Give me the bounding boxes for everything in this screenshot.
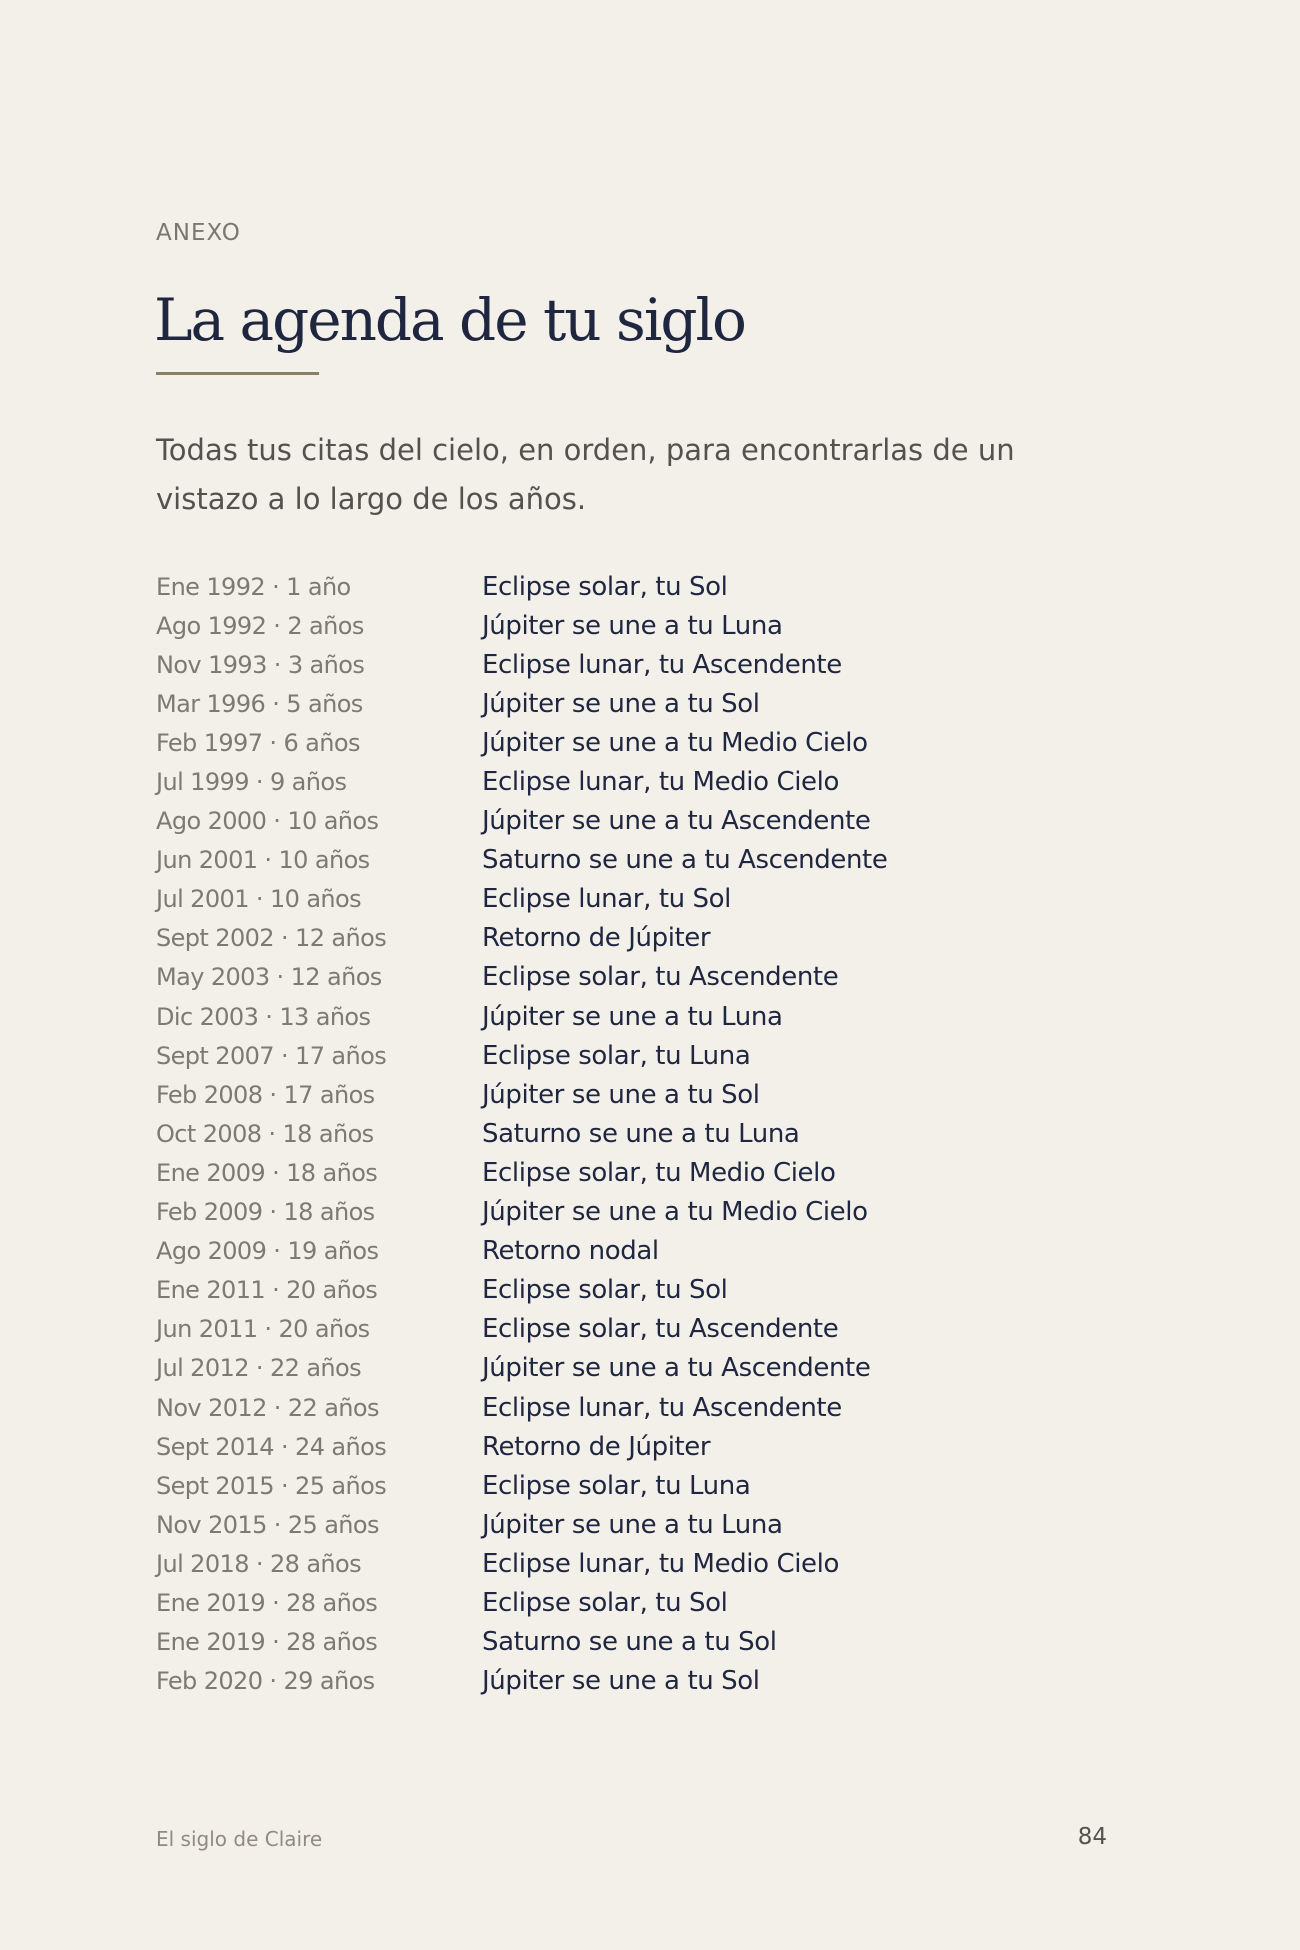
agenda-event: Eclipse solar, tu Sol xyxy=(482,571,728,602)
agenda-event: Saturno se une a tu Luna xyxy=(482,1118,800,1149)
agenda-event: Eclipse solar, tu Sol xyxy=(482,1587,728,1618)
agenda-event: Júpiter se une a tu Medio Cielo xyxy=(482,1197,868,1228)
agenda-event: Eclipse solar, tu Ascendente xyxy=(482,1314,839,1345)
agenda-date: Jun 2011 · 20 años xyxy=(156,1315,370,1344)
agenda-date: Feb 2008 · 17 años xyxy=(156,1080,375,1109)
agenda-date: Mar 1996 · 5 años xyxy=(156,689,363,718)
agenda-row xyxy=(156,1427,1056,1466)
agenda-event: Eclipse solar, tu Luna xyxy=(482,1470,751,1501)
agenda-list xyxy=(156,567,1056,1701)
agenda-date: Nov 2012 · 22 años xyxy=(156,1393,379,1422)
agenda-date: Jul 2018 · 28 años xyxy=(156,1549,362,1578)
agenda-event: Júpiter se une a tu Luna xyxy=(482,1509,783,1540)
agenda-row xyxy=(156,1623,1056,1662)
agenda-row xyxy=(156,1153,1056,1192)
agenda-row xyxy=(156,997,1056,1036)
agenda-date: Jul 1999 · 9 años xyxy=(156,768,347,797)
agenda-row xyxy=(156,567,1056,606)
agenda-event: Retorno de Júpiter xyxy=(482,1431,711,1462)
agenda-row xyxy=(156,1310,1056,1349)
agenda-row xyxy=(156,919,1056,958)
running-footer-title: El siglo de Claire xyxy=(156,1827,323,1851)
agenda-date: Ene 1992 · 1 año xyxy=(156,572,351,601)
agenda-event: Júpiter se une a tu Sol xyxy=(482,1079,760,1110)
agenda-row xyxy=(156,1075,1056,1114)
agenda-event: Eclipse solar, tu Ascendente xyxy=(482,962,839,993)
agenda-event: Júpiter se une a tu Luna xyxy=(482,1001,783,1032)
agenda-event: Eclipse lunar, tu Ascendente xyxy=(482,649,842,680)
agenda-event: Eclipse solar, tu Luna xyxy=(482,1040,751,1071)
agenda-row xyxy=(156,1544,1056,1583)
agenda-date: Nov 1993 · 3 años xyxy=(156,650,365,679)
agenda-row xyxy=(156,645,1056,684)
agenda-event: Retorno de Júpiter xyxy=(482,923,711,954)
agenda-event: Eclipse solar, tu Medio Cielo xyxy=(482,1157,836,1188)
agenda-event: Eclipse lunar, tu Medio Cielo xyxy=(482,1548,839,1579)
agenda-row xyxy=(156,841,1056,880)
agenda-row xyxy=(156,1036,1056,1075)
agenda-event: Saturno se une a tu Sol xyxy=(482,1627,777,1658)
agenda-row xyxy=(156,802,1056,841)
agenda-date: Ene 2019 · 28 años xyxy=(156,1628,378,1657)
agenda-row xyxy=(156,1271,1056,1310)
agenda-event: Eclipse lunar, tu Medio Cielo xyxy=(482,767,839,798)
agenda-row xyxy=(156,1466,1056,1505)
agenda-date: Ene 2009 · 18 años xyxy=(156,1158,378,1187)
page-title: La agenda de tu siglo xyxy=(154,286,745,354)
agenda-event: Saturno se une a tu Ascendente xyxy=(482,845,888,876)
agenda-event: Júpiter se une a tu Luna xyxy=(482,610,783,641)
agenda-date: Ago 2000 · 10 años xyxy=(156,807,379,836)
agenda-date: Ene 2019 · 28 años xyxy=(156,1588,378,1617)
agenda-row xyxy=(156,684,1056,723)
agenda-event: Júpiter se une a tu Sol xyxy=(482,688,760,719)
agenda-row xyxy=(156,958,1056,997)
agenda-row xyxy=(156,1232,1056,1271)
intro-paragraph: Todas tus citas del cielo, en orden, para encontrarlas de un vistazo a lo largo de los años. xyxy=(156,433,1015,516)
agenda-date: Sept 2007 · 17 años xyxy=(156,1041,387,1070)
agenda-date: Dic 2003 · 13 años xyxy=(156,1002,371,1031)
agenda-event: Eclipse lunar, tu Sol xyxy=(482,884,731,915)
agenda-row xyxy=(156,606,1056,645)
agenda-row xyxy=(156,762,1056,801)
agenda-event: Júpiter se une a tu Ascendente xyxy=(482,806,871,837)
agenda-row xyxy=(156,1193,1056,1232)
agenda-row xyxy=(156,1114,1056,1153)
agenda-date: Ene 2011 · 20 años xyxy=(156,1276,378,1305)
agenda-date: Sept 2002 · 12 años xyxy=(156,924,387,953)
agenda-date: Jul 2012 · 22 años xyxy=(156,1354,362,1383)
agenda-date: Ago 1992 · 2 años xyxy=(156,611,364,640)
agenda-row xyxy=(156,1583,1056,1622)
agenda-row xyxy=(156,1388,1056,1427)
agenda-row xyxy=(156,1349,1056,1388)
agenda-event: Júpiter se une a tu Ascendente xyxy=(482,1353,871,1384)
agenda-date: Ago 2009 · 19 años xyxy=(156,1237,379,1266)
agenda-date: Jul 2001 · 10 años xyxy=(156,885,362,914)
agenda-date: Feb 2020 · 29 años xyxy=(156,1667,375,1696)
agenda-date: Nov 2015 · 25 años xyxy=(156,1510,379,1539)
agenda-date: Jun 2001 · 10 años xyxy=(156,846,370,875)
agenda-row xyxy=(156,723,1056,762)
section-kicker: ANEXO xyxy=(156,220,241,246)
agenda-date: Sept 2014 · 24 años xyxy=(156,1432,387,1461)
agenda-event: Eclipse solar, tu Sol xyxy=(482,1275,728,1306)
agenda-event: Eclipse lunar, tu Ascendente xyxy=(482,1392,842,1423)
agenda-row xyxy=(156,880,1056,919)
agenda-row xyxy=(156,1505,1056,1544)
agenda-event: Júpiter se une a tu Sol xyxy=(482,1666,760,1697)
agenda-event: Júpiter se une a tu Medio Cielo xyxy=(482,727,868,758)
agenda-row xyxy=(156,1662,1056,1701)
agenda-date: Oct 2008 · 18 años xyxy=(156,1119,374,1148)
agenda-date: Sept 2015 · 25 años xyxy=(156,1471,387,1500)
agenda-date: Feb 1997 · 6 años xyxy=(156,728,360,757)
agenda-event: Retorno nodal xyxy=(482,1236,659,1267)
agenda-date: Feb 2009 · 18 años xyxy=(156,1198,375,1227)
agenda-date: May 2003 · 12 años xyxy=(156,963,382,992)
page-number: 84 xyxy=(1077,1824,1107,1850)
title-underline xyxy=(156,372,319,375)
